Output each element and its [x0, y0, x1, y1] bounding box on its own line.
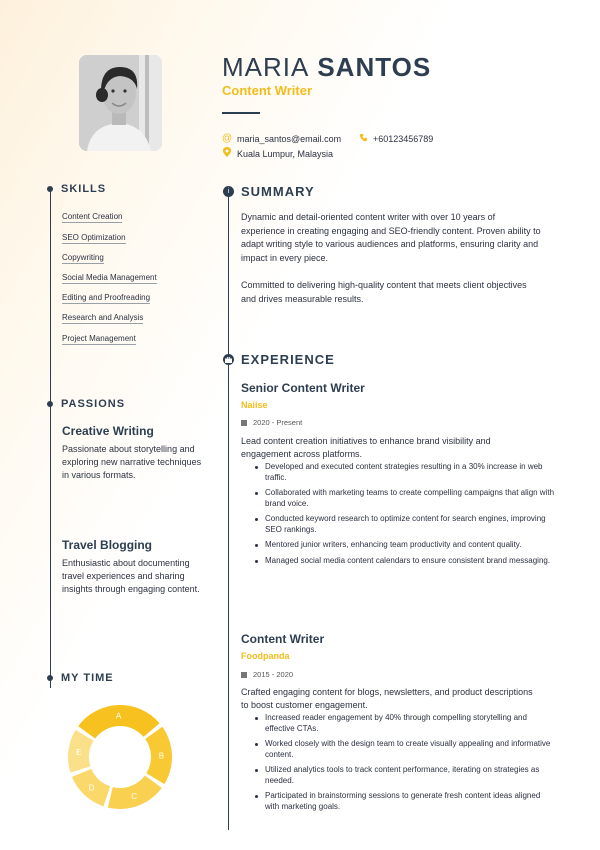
donut-slice-a [78, 705, 159, 739]
phone-icon [358, 133, 368, 145]
job-dates-text: 2015 - 2020 [253, 670, 294, 679]
summary-paragraph: Committed to delivering high-quality content that meets client objectives and drives measurable results. [241, 280, 527, 304]
donut-label-e: E [76, 747, 82, 757]
title-divider [222, 112, 260, 114]
bullet-item: Increased reader engagement by 40% through compelling storytelling and effective CTAs. [255, 713, 555, 734]
contact-phone[interactable] [358, 133, 433, 145]
skill-item: Research and Analysis [62, 313, 144, 322]
skill-item: SEO Optimization [62, 233, 126, 242]
contact-location [222, 147, 333, 160]
location-text: Kuala Lumpur, Malaysia [237, 148, 334, 159]
right-timeline [228, 190, 229, 830]
bullet-item: Worked closely with the design team to create visually appealing and informative content. [255, 739, 555, 760]
at-icon: @ [222, 133, 233, 144]
bullet-item: Collaborated with marketing teams to create compelling campaigns that align with brand voice. [255, 488, 555, 509]
donut-label-c: C [131, 791, 138, 801]
company-name: Foodpanda [241, 651, 290, 661]
skill-item: Editing and Proofreading [62, 293, 151, 302]
summary-heading: SUMMARY [241, 184, 315, 199]
map-pin-icon [222, 147, 232, 160]
skills-marker [47, 186, 53, 192]
last-name: SANTOS [317, 52, 432, 82]
passions-heading: PASSIONS [61, 398, 126, 410]
profile-photo [79, 55, 162, 151]
summary-paragraph: Dynamic and detail-oriented content writer with over 10 years of experience in creating engaging and SEO-friendly content. Proven ability to adapt writing style to various audiences and platforms, ensuring clarity and impact in every piece. [241, 212, 541, 263]
my-time-marker [47, 675, 53, 681]
briefcase-icon [223, 354, 234, 365]
first-name: MARIA [222, 52, 310, 82]
left-timeline [50, 188, 51, 688]
skill-item: Content Creation [62, 212, 123, 221]
job-title: Content Writer [241, 632, 325, 646]
my-time-heading: MY TIME [61, 672, 114, 684]
calendar-icon [241, 420, 247, 426]
passion-description: Passionate about storytelling and exploring new narrative techniques in various formats. [62, 444, 202, 480]
job-dates [241, 670, 293, 679]
passion-title: Creative Writing [62, 424, 154, 438]
bullet-item: Developed and executed content strategies resulting in a 30% increase in web traffic. [255, 462, 555, 483]
skill-item: Social Media Management [62, 273, 157, 282]
info-icon: i [223, 186, 234, 197]
job-description: Lead content creation initiatives to enhance brand visibility and engagement across platforms. [241, 436, 491, 459]
passion-description: Enthusiastic about documenting travel experiences and sharing insights through engaging content. [62, 558, 200, 594]
skills-heading: SKILLS [61, 183, 107, 195]
job-role: Content Writer [222, 83, 313, 98]
donut-label-a: A [115, 711, 122, 721]
bullet-item: Participated in brainstorming sessions to generate fresh content ideas aligned with marketing goals. [255, 791, 555, 812]
job-dates [241, 418, 302, 427]
job-bullets [255, 462, 555, 571]
job-dates-text: 2020 - Present [253, 418, 303, 427]
skill-item: Copywriting [62, 253, 104, 262]
my-time-donut-chart [60, 697, 180, 817]
experience-heading: EXPERIENCE [241, 352, 335, 367]
full-name [222, 52, 431, 83]
bullet-item: Managed social media content calendars to ensure consistent brand messaging. [255, 556, 555, 567]
company-name: Naiise [241, 400, 268, 410]
job-bullets [255, 713, 555, 817]
job-description: Crafted engaging content for blogs, newsletters, and product descriptions to boost customer engagement. [241, 687, 533, 710]
phone-text: +60123456789 [373, 134, 434, 144]
passions-marker [47, 401, 53, 407]
calendar-icon [241, 672, 247, 678]
email-text: maria_santos@email.com [237, 133, 342, 144]
skill-item: Project Management [62, 334, 136, 343]
bullet-item: Utilized analytics tools to track content performance, iterating on strategies as needed. [255, 765, 555, 786]
donut-label-d: D [88, 783, 95, 793]
bullet-item: Conducted keyword research to optimize content for search engines, improving SEO rankings. [255, 514, 555, 535]
passion-title: Travel Blogging [62, 538, 153, 552]
donut-label-b: B [158, 751, 165, 761]
job-title: Senior Content Writer [241, 381, 365, 395]
contact-email[interactable] [222, 133, 341, 144]
bullet-item: Mentored junior writers, enhancing team productivity and content quality. [255, 540, 555, 551]
